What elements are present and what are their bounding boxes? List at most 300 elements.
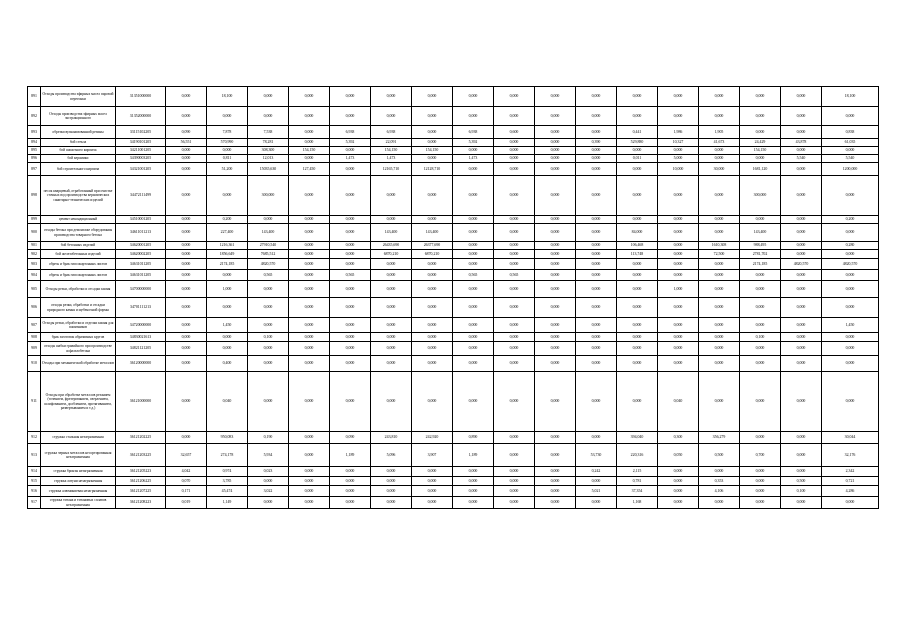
waste-name: отходы шабки гравийного при производстве асфальтобетона bbox=[41, 342, 116, 356]
value-cell: 154,150 bbox=[412, 147, 453, 155]
value-cell: 0,000 bbox=[289, 444, 330, 467]
value-cell: 0,811 bbox=[207, 155, 248, 163]
table-row bbox=[28, 87, 879, 107]
value-cell: 0,000 bbox=[617, 372, 658, 432]
waste-name: стружка стальная незагрязненная bbox=[41, 432, 116, 444]
waste-code: 34701111213 bbox=[116, 298, 166, 318]
value-cell: 12128,710 bbox=[412, 163, 453, 176]
value-cell: 0,000 bbox=[658, 318, 699, 333]
value-cell: 0,000 bbox=[617, 333, 658, 342]
value-cell: 5,392 bbox=[330, 139, 371, 147]
value-cell: 0,000 bbox=[576, 356, 617, 372]
value-cell: 0,000 bbox=[535, 356, 576, 372]
value-cell: 0,000 bbox=[781, 497, 822, 509]
waste-table-sheet bbox=[27, 86, 879, 509]
value-cell: 0,000 bbox=[166, 163, 207, 176]
value-cell: 0,000 bbox=[535, 87, 576, 107]
value-cell: 0,050 bbox=[658, 444, 699, 467]
value-cell: 0,000 bbox=[781, 318, 822, 333]
value-cell: 6870,210 bbox=[412, 250, 453, 259]
value-cell: 0,000 bbox=[412, 342, 453, 356]
value-cell: 356,279 bbox=[699, 432, 740, 444]
value-cell: 0,000 bbox=[576, 333, 617, 342]
value-cell: 10,327 bbox=[658, 139, 699, 147]
value-cell: 0,000 bbox=[371, 87, 412, 107]
waste-name: стружка черных металлов несортированная незагрязненная bbox=[41, 444, 116, 467]
value-cell: 0,000 bbox=[658, 216, 699, 224]
table-row bbox=[28, 270, 879, 281]
value-cell: 0,000 bbox=[576, 216, 617, 224]
value-cell: 0,000 bbox=[576, 372, 617, 432]
value-cell: 0,000 bbox=[494, 432, 535, 444]
value-cell: 0,000 bbox=[412, 356, 453, 372]
value-cell: 0,000 bbox=[494, 372, 535, 432]
value-cell: 0,000 bbox=[494, 477, 535, 486]
row-number: 903 bbox=[28, 259, 41, 270]
value-cell: 53,730 bbox=[576, 444, 617, 467]
waste-name: стружка бронзы незагрязненная bbox=[41, 467, 116, 477]
waste-name: брак заготовок абразивных кругов bbox=[41, 333, 116, 342]
value-cell: 0,000 bbox=[781, 281, 822, 298]
value-cell: 0,000 bbox=[494, 224, 535, 242]
value-cell: 72,500 bbox=[699, 250, 740, 259]
value-cell: 0,000 bbox=[617, 356, 658, 372]
value-cell: 0,000 bbox=[576, 259, 617, 270]
value-cell: 0,000 bbox=[699, 155, 740, 163]
value-cell: 0,000 bbox=[453, 318, 494, 333]
value-cell: 0,000 bbox=[576, 176, 617, 216]
value-cell: 0,000 bbox=[412, 333, 453, 342]
waste-code: 34190101205 bbox=[116, 139, 166, 147]
waste-name: обрезки вулканизованной резины bbox=[41, 126, 116, 139]
value-cell: 0,000 bbox=[248, 281, 289, 298]
value-cell: 0,000 bbox=[781, 372, 822, 432]
value-cell: 0,000 bbox=[166, 224, 207, 242]
value-cell: 1610,308 bbox=[699, 242, 740, 250]
value-cell: 154,150 bbox=[371, 147, 412, 155]
value-cell: 0,000 bbox=[494, 318, 535, 333]
value-cell: 0,000 bbox=[289, 155, 330, 163]
value-cell: 0,000 bbox=[289, 342, 330, 356]
value-cell: 308,300 bbox=[248, 147, 289, 155]
value-cell: 5,096 bbox=[371, 444, 412, 467]
value-cell: 1,000 bbox=[207, 281, 248, 298]
waste-code: 34321001205 bbox=[116, 163, 166, 176]
row-number: 894 bbox=[28, 139, 41, 147]
value-cell: 0,500 bbox=[699, 444, 740, 467]
value-cell: 0,000 bbox=[740, 281, 781, 298]
value-cell: 0,000 bbox=[412, 281, 453, 298]
value-cell: 0,000 bbox=[248, 107, 289, 126]
value-cell: 0,000 bbox=[822, 176, 879, 216]
value-cell: 0,000 bbox=[453, 467, 494, 477]
value-cell: 0,000 bbox=[658, 477, 699, 486]
row-number: 904 bbox=[28, 270, 41, 281]
table-row bbox=[28, 139, 879, 147]
value-cell: 0,000 bbox=[781, 342, 822, 356]
value-cell: 0,000 bbox=[248, 477, 289, 486]
value-cell: 0,000 bbox=[371, 176, 412, 216]
table-row bbox=[28, 176, 879, 216]
value-cell: 0,000 bbox=[658, 176, 699, 216]
waste-code: 34510001205 bbox=[116, 216, 166, 224]
waste-code: 36121203225 bbox=[116, 444, 166, 467]
value-cell: 0,000 bbox=[822, 356, 879, 372]
value-cell: 0,000 bbox=[289, 281, 330, 298]
value-cell: 0,000 bbox=[617, 87, 658, 107]
value-cell: 0,000 bbox=[617, 281, 658, 298]
value-cell: 0,000 bbox=[494, 467, 535, 477]
value-cell: 0,000 bbox=[617, 342, 658, 356]
value-cell: 0,000 bbox=[740, 107, 781, 126]
value-cell: 0,000 bbox=[822, 342, 879, 356]
row-number: 910 bbox=[28, 356, 41, 372]
value-cell: 0,000 bbox=[207, 342, 248, 356]
value-cell: 0,000 bbox=[248, 497, 289, 509]
value-cell: 0,000 bbox=[699, 497, 740, 509]
value-cell: 0,000 bbox=[494, 356, 535, 372]
table-row bbox=[28, 147, 879, 155]
value-cell: 0,000 bbox=[617, 176, 658, 216]
value-cell: 154,150 bbox=[740, 147, 781, 155]
value-cell: 0,000 bbox=[453, 356, 494, 372]
value-cell: 106,468 bbox=[617, 242, 658, 250]
table-row bbox=[28, 298, 879, 318]
value-cell: 0,000 bbox=[658, 298, 699, 318]
waste-code: 34631011205 bbox=[116, 270, 166, 281]
value-cell: 0,000 bbox=[289, 270, 330, 281]
value-cell: 0,000 bbox=[740, 342, 781, 356]
value-cell: 0,000 bbox=[371, 467, 412, 477]
value-cell: 6,938 bbox=[330, 126, 371, 139]
value-cell: 0,000 bbox=[494, 298, 535, 318]
waste-name: обрезь и брак гипсокартонных листов bbox=[41, 259, 116, 270]
value-cell: 0,000 bbox=[576, 242, 617, 250]
value-cell: 0,000 bbox=[740, 126, 781, 139]
value-cell: 0,000 bbox=[289, 176, 330, 216]
value-cell: 0,000 bbox=[658, 270, 699, 281]
waste-name: обрезь и брак гипсокартонных листов bbox=[41, 270, 116, 281]
value-cell: 220,316 bbox=[617, 444, 658, 467]
value-cell: 0,000 bbox=[822, 281, 879, 298]
value-cell: 1,450 bbox=[207, 318, 248, 333]
value-cell: 61,035 bbox=[822, 139, 879, 147]
value-cell: 0,000 bbox=[494, 107, 535, 126]
waste-code: 36121000000 bbox=[116, 372, 166, 432]
waste-code: 31351000000 bbox=[116, 87, 166, 107]
value-cell: 0,000 bbox=[494, 486, 535, 497]
waste-name: Отходы резки, обработки и отделки камня для памятников bbox=[41, 318, 116, 333]
value-cell: 988,495 bbox=[740, 242, 781, 250]
value-cell: 0,000 bbox=[166, 147, 207, 155]
value-cell: 0,000 bbox=[658, 467, 699, 477]
value-cell: 0,000 bbox=[453, 216, 494, 224]
value-cell: 0,000 bbox=[453, 477, 494, 486]
value-cell: 0,000 bbox=[330, 281, 371, 298]
value-cell: 0,000 bbox=[699, 87, 740, 107]
value-cell: 0,000 bbox=[289, 298, 330, 318]
waste-name: стружка алюминиевая незагрязненная bbox=[41, 486, 116, 497]
value-cell: 0,000 bbox=[535, 333, 576, 342]
value-cell: 0,000 bbox=[658, 147, 699, 155]
value-cell: 0,000 bbox=[330, 87, 371, 107]
value-cell: 0,000 bbox=[207, 333, 248, 342]
value-cell: 0,353 bbox=[699, 477, 740, 486]
value-cell: 0,000 bbox=[576, 298, 617, 318]
value-cell: 3,907 bbox=[412, 444, 453, 467]
value-cell: 0,000 bbox=[740, 477, 781, 486]
value-cell: 6870,210 bbox=[371, 250, 412, 259]
value-cell: 0,000 bbox=[535, 270, 576, 281]
value-cell: 22,091 bbox=[371, 139, 412, 147]
value-cell: 0,000 bbox=[166, 372, 207, 432]
value-cell: 0,000 bbox=[781, 224, 822, 242]
value-cell: 0,000 bbox=[412, 155, 453, 163]
value-cell: 0,000 bbox=[781, 216, 822, 224]
value-cell: 5,392 bbox=[453, 139, 494, 147]
table-row bbox=[28, 259, 879, 270]
value-cell: 0,000 bbox=[371, 281, 412, 298]
value-cell: 0,000 bbox=[617, 163, 658, 176]
waste-name: Отходы при обработке металлов резанием (точением, фрезерованием, сверлением, шлифованием, долблением, протягиванием, развертыванием и т.д.) bbox=[41, 372, 116, 432]
value-cell: 0,000 bbox=[740, 356, 781, 372]
waste-code: 34631011205 bbox=[116, 259, 166, 270]
value-cell: 950,083 bbox=[207, 432, 248, 444]
value-cell: 0,700 bbox=[740, 444, 781, 467]
value-cell: 0,000 bbox=[330, 176, 371, 216]
waste-name: бой шамотного кирпича bbox=[41, 147, 116, 155]
value-cell: 0,000 bbox=[289, 467, 330, 477]
value-cell: 0,000 bbox=[412, 318, 453, 333]
value-cell: 0,000 bbox=[576, 163, 617, 176]
value-cell: 0,000 bbox=[453, 176, 494, 216]
value-cell: 0,000 bbox=[535, 486, 576, 497]
row-number: 907 bbox=[28, 318, 41, 333]
value-cell: 27910,540 bbox=[248, 242, 289, 250]
value-cell: 0,000 bbox=[699, 224, 740, 242]
value-cell: 0,000 bbox=[371, 477, 412, 486]
table-row bbox=[28, 318, 879, 333]
value-cell: 0,000 bbox=[535, 467, 576, 477]
value-cell: 0,000 bbox=[371, 356, 412, 372]
value-cell: 0,000 bbox=[740, 270, 781, 281]
value-cell: 0,000 bbox=[781, 250, 822, 259]
value-cell: 0,000 bbox=[781, 87, 822, 107]
value-cell: 0,000 bbox=[412, 87, 453, 107]
value-cell: 5,934 bbox=[248, 444, 289, 467]
value-cell: 4820,570 bbox=[822, 259, 879, 270]
value-cell: 0,000 bbox=[371, 486, 412, 497]
value-cell: 0,000 bbox=[412, 126, 453, 139]
waste-name: бой бетонных изделий bbox=[41, 242, 116, 250]
value-cell: 0,000 bbox=[658, 242, 699, 250]
value-cell: 0,000 bbox=[289, 432, 330, 444]
value-cell: 0,000 bbox=[248, 298, 289, 318]
waste-code: 31352000000 bbox=[116, 107, 166, 126]
value-cell: 0,000 bbox=[166, 259, 207, 270]
value-cell: 2,342 bbox=[822, 467, 879, 477]
waste-code: 34620001205 bbox=[116, 242, 166, 250]
value-cell: 0,000 bbox=[330, 356, 371, 372]
value-cell: 143,400 bbox=[371, 224, 412, 242]
value-cell: 0,390 bbox=[576, 139, 617, 147]
value-cell: 32,657 bbox=[166, 444, 207, 467]
value-cell: 0,000 bbox=[658, 356, 699, 372]
value-cell: 1,189 bbox=[330, 444, 371, 467]
value-cell: 0,000 bbox=[699, 342, 740, 356]
value-cell: 0,000 bbox=[412, 107, 453, 126]
value-cell: 2174,185 bbox=[207, 259, 248, 270]
value-cell: 0,000 bbox=[371, 270, 412, 281]
value-cell: 0,000 bbox=[494, 139, 535, 147]
value-cell: 0,000 bbox=[535, 216, 576, 224]
value-cell: 0,000 bbox=[576, 497, 617, 509]
row-number: 895 bbox=[28, 147, 41, 155]
value-cell: 0,000 bbox=[535, 318, 576, 333]
value-cell: 0,500 bbox=[781, 477, 822, 486]
value-cell: 0,000 bbox=[494, 155, 535, 163]
row-number: 916 bbox=[28, 486, 41, 497]
value-cell: 0,000 bbox=[330, 477, 371, 486]
waste-code: 34472111499 bbox=[116, 176, 166, 216]
value-cell: 127,450 bbox=[289, 163, 330, 176]
waste-code: 34211001205 bbox=[116, 147, 166, 155]
value-cell: 0,000 bbox=[576, 87, 617, 107]
value-cell: 7,538 bbox=[248, 126, 289, 139]
value-cell: 0,000 bbox=[412, 467, 453, 477]
table-row bbox=[28, 444, 879, 467]
value-cell: 0,000 bbox=[535, 176, 576, 216]
value-cell: 24,429 bbox=[740, 139, 781, 147]
value-cell: 113,748 bbox=[617, 250, 658, 259]
waste-name: отходы бетона при демонтаже оборудования производства товарного бетона bbox=[41, 224, 116, 242]
value-cell: 0,000 bbox=[740, 486, 781, 497]
value-cell: 0,000 bbox=[453, 242, 494, 250]
value-cell: 274,178 bbox=[207, 444, 248, 467]
waste-code: 36121207225 bbox=[116, 486, 166, 497]
value-cell: 0,000 bbox=[289, 356, 330, 372]
value-cell: 0,000 bbox=[781, 356, 822, 372]
waste-code: 36121202225 bbox=[116, 432, 166, 444]
value-cell: 0,000 bbox=[453, 250, 494, 259]
value-cell: 0,000 bbox=[576, 281, 617, 298]
waste-name: Отходы при механической обработке металлов bbox=[41, 356, 116, 372]
value-cell: 0,200 bbox=[207, 216, 248, 224]
value-cell: 10,000 bbox=[658, 163, 699, 176]
value-cell: 1,168 bbox=[617, 497, 658, 509]
value-cell: 0,000 bbox=[617, 318, 658, 333]
value-cell: 0,000 bbox=[412, 372, 453, 432]
row-number: 902 bbox=[28, 250, 41, 259]
value-cell: 0,000 bbox=[535, 163, 576, 176]
value-cell: 7,878 bbox=[207, 126, 248, 139]
value-cell: 0,000 bbox=[166, 281, 207, 298]
value-cell: 0,000 bbox=[658, 250, 699, 259]
value-cell: 3,022 bbox=[248, 486, 289, 497]
value-cell: 84,000 bbox=[617, 224, 658, 242]
value-cell: 0,000 bbox=[740, 372, 781, 432]
value-cell: 0,000 bbox=[822, 224, 879, 242]
value-cell: 1,473 bbox=[453, 155, 494, 163]
row-number: 896 bbox=[28, 155, 41, 163]
value-cell: 0,000 bbox=[330, 242, 371, 250]
value-cell: 0,000 bbox=[289, 259, 330, 270]
table-row bbox=[28, 477, 879, 486]
waste-name: Отходы производства эфирных масел экстракционного bbox=[41, 107, 116, 126]
row-number: 901 bbox=[28, 242, 41, 250]
value-cell: 0,000 bbox=[740, 467, 781, 477]
value-cell: 0,000 bbox=[822, 497, 879, 509]
value-cell: 0,000 bbox=[453, 259, 494, 270]
value-cell: 37,354 bbox=[617, 486, 658, 497]
value-cell: 0,000 bbox=[576, 155, 617, 163]
value-cell: 0,000 bbox=[371, 298, 412, 318]
value-cell: 0,000 bbox=[535, 126, 576, 139]
value-cell: 0,000 bbox=[494, 176, 535, 216]
value-cell: 0,000 bbox=[576, 107, 617, 126]
value-cell: 143,400 bbox=[248, 224, 289, 242]
value-cell: 0,000 bbox=[781, 107, 822, 126]
value-cell: 0,000 bbox=[535, 281, 576, 298]
value-cell: 2,115 bbox=[617, 467, 658, 477]
value-cell: 0,000 bbox=[535, 444, 576, 467]
row-number: 905 bbox=[28, 281, 41, 298]
value-cell: 0,000 bbox=[658, 259, 699, 270]
value-cell: 0,000 bbox=[412, 259, 453, 270]
value-cell: 0,000 bbox=[658, 224, 699, 242]
value-cell: 0,000 bbox=[207, 298, 248, 318]
value-cell: 0,000 bbox=[453, 107, 494, 126]
value-cell: 0,190 bbox=[248, 432, 289, 444]
value-cell: 7685,512 bbox=[248, 250, 289, 259]
value-cell: 0,000 bbox=[781, 432, 822, 444]
value-cell: 227,400 bbox=[207, 224, 248, 242]
table-row bbox=[28, 163, 879, 176]
waste-code: 34821121205 bbox=[116, 342, 166, 356]
value-cell: 0,400 bbox=[207, 356, 248, 372]
value-cell: 529,880 bbox=[617, 139, 658, 147]
value-cell: 1,149 bbox=[207, 497, 248, 509]
waste-code: 34720000000 bbox=[116, 318, 166, 333]
value-cell: 0,000 bbox=[166, 176, 207, 216]
value-cell: 0,090 bbox=[166, 126, 207, 139]
waste-name: отходы резки, обработки и отсадки природного камня и щебеночной формы bbox=[41, 298, 116, 318]
table-row bbox=[28, 155, 879, 163]
value-cell: 0,000 bbox=[166, 342, 207, 356]
value-cell: 0,000 bbox=[535, 242, 576, 250]
value-cell: 0,000 bbox=[494, 242, 535, 250]
value-cell: 0,000 bbox=[740, 432, 781, 444]
value-cell: 0,023 bbox=[248, 467, 289, 477]
waste-name: бой керамики bbox=[41, 155, 116, 163]
value-cell: 0,000 bbox=[371, 107, 412, 126]
value-cell: 0,000 bbox=[822, 270, 879, 281]
value-cell: 1,905 bbox=[699, 126, 740, 139]
value-cell: 0,565 bbox=[453, 270, 494, 281]
value-cell: 0,000 bbox=[822, 147, 879, 155]
value-cell: 0,000 bbox=[781, 147, 822, 155]
value-cell: 0,000 bbox=[289, 333, 330, 342]
value-cell: 0,000 bbox=[781, 242, 822, 250]
value-cell: 0,000 bbox=[412, 477, 453, 486]
value-cell: 26377,690 bbox=[412, 242, 453, 250]
value-cell: 0,000 bbox=[535, 259, 576, 270]
waste-name: бой строительного кирпича bbox=[41, 163, 116, 176]
value-cell: 0,100 bbox=[781, 486, 822, 497]
value-cell: 243,810 bbox=[371, 432, 412, 444]
waste-name: бой железобетонных изделий bbox=[41, 250, 116, 259]
value-cell: 0,000 bbox=[535, 432, 576, 444]
